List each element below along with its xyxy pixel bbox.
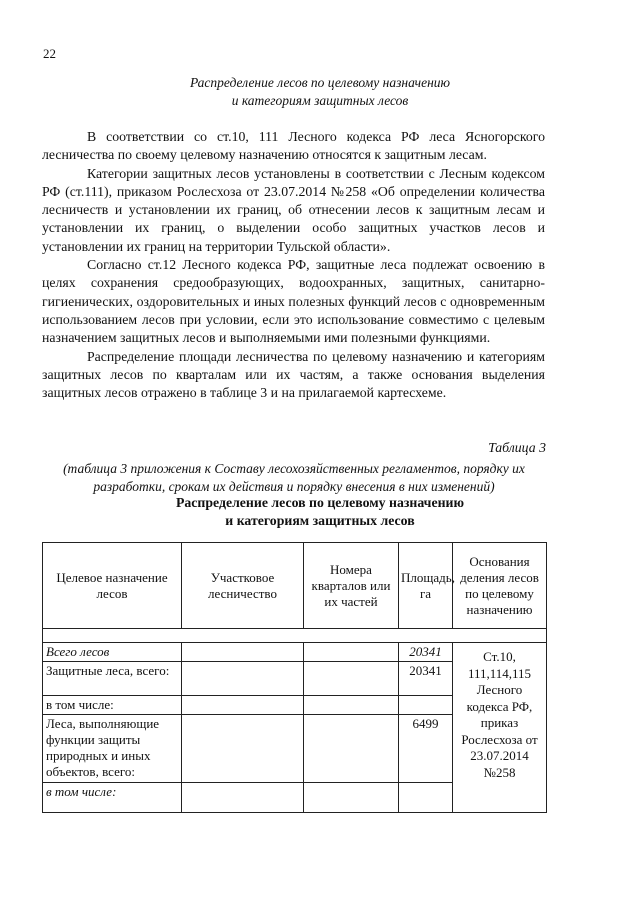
spacer-cell (43, 629, 547, 643)
forest-distribution-table (42, 542, 547, 813)
cell-quarters (304, 696, 399, 715)
cell-area: 20341 (399, 643, 453, 662)
cell-district (182, 715, 304, 783)
section-heading (0, 74, 640, 110)
page-number: 22 (43, 46, 56, 61)
paragraph: Распределение площади лесничества по целевому назначению и категориям защитных лесов по кварталам или их частям, а также основания выделения защитных лесов отражено в таблице 3 и на прилагаемой картесхеме. (42, 348, 545, 401)
table-note: (таблица 3 приложения к Составу лесохозяйственных регламентов, порядку их разработки, срокам их действия и порядку внесения в них изменений) (63, 461, 525, 494)
cell-area: 20341 (399, 662, 453, 696)
header-basis: Основания деления лесов по целевому назначению (453, 543, 547, 629)
cell-quarters (304, 643, 399, 662)
table-title (0, 494, 640, 530)
header-purpose: Целевое назначение лесов (43, 543, 182, 629)
cell-quarters (304, 715, 399, 783)
cell-district (182, 643, 304, 662)
table-row (43, 643, 547, 662)
cell-area (399, 783, 453, 813)
table-caption: Таблица 3 (488, 440, 546, 455)
cell-quarters (304, 662, 399, 696)
paragraph: Категории защитных лесов установлены в соответствии с Лесным кодексом РФ (ст.111), приказом Рослесхоза от 23.07.2014 №258 «Об определении количества лесничеств и установлении их границ, об отнесении лесов к защитным лесам и установлении их границ, о выделении особо защитных участков лесов и установлении их границ на территории Тульской области». (42, 165, 545, 254)
header-area: Площадь, га (399, 543, 453, 629)
cell-district (182, 783, 304, 813)
section-heading-line2: и категориям защитных лесов (231, 93, 409, 108)
paragraph: В соответствии со ст.10, 111 Лесного кодекса РФ леса Ясногорского лесничества по своему целевому назначению относятся к защитным лесам. (42, 129, 545, 163)
cell-district (182, 696, 304, 715)
table-title-line2: и категориям защитных лесов (225, 513, 415, 528)
cell-purpose: в том числе: (43, 696, 182, 715)
table-header-row (43, 543, 547, 629)
table-spacer-row (43, 629, 547, 643)
section-heading-line1: Распределение лесов по целевому назначению (189, 75, 451, 90)
paragraph: Согласно ст.12 Лесного кодекса РФ, защитные леса подлежат освоению в целях сохранения средообразующих, водоохранных, защитных, санитарно-гигиенических, оздоровительных и иных полезных функций лесов с одновременным использованием лесов при условии, если это использование совместимо с целевым назначением защитных лесов и выполняемыми ими полезными функциями. (42, 257, 545, 346)
header-district: Участковое лесничество (182, 543, 304, 629)
cell-purpose: Всего лесов (43, 643, 182, 662)
cell-district (182, 662, 304, 696)
cell-area: 6499 (399, 715, 453, 783)
table-title-line1: Распределение лесов по целевому назначению (175, 495, 465, 510)
cell-purpose: Леса, выполняющие функции защиты природных и иных объектов, всего: (43, 715, 182, 783)
cell-purpose: Защитные леса, всего: (43, 662, 182, 696)
body-text (42, 128, 545, 402)
header-quarters: Номера кварталов или их частей (304, 543, 399, 629)
cell-quarters (304, 783, 399, 813)
cell-purpose: в том числе: (43, 783, 182, 813)
cell-area (399, 696, 453, 715)
cell-basis: Ст.10, 111,114,115 Лесного кодекса РФ, приказ Рослесхоза от 23.07.2014 №258 (453, 643, 547, 813)
